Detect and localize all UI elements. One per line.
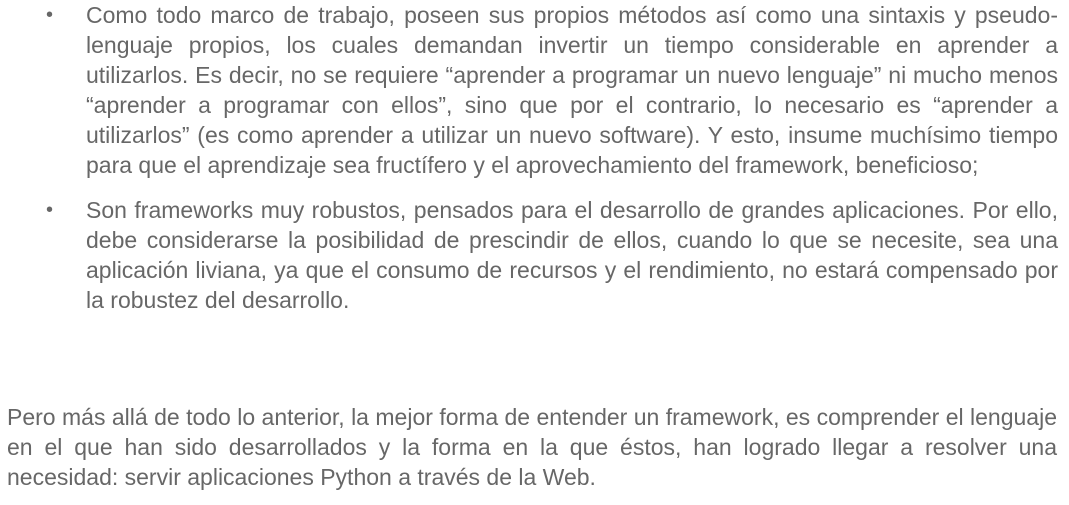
bullet-text: Como todo marco de trabajo, poseen sus propios métodos así como una sintaxis y pseudo-lenguaje propios, los cuales demandan invertir un tiempo considerable en aprender a utilizarlos. Es decir, no se requiere “aprender a programar un nuevo lenguaje” ni mucho menos “aprender a programar con ellos”, sino que por el contrario, lo necesario es “aprender a utilizarlos” (es como aprender a utilizar un nuevo software). Y esto, insume muchísimo tiempo para que el aprendizaje sea fructífero y el aprovechamiento del framework, beneficioso; — [86, 2, 1058, 178]
bullet-item-robustness — [0, 195, 1058, 315]
bullet-marker: • — [46, 4, 54, 26]
bullet-text: Son frameworks muy robustos, pensados para el desarrollo de grandes aplicaciones. Por ello, debe considerarse la posibilidad de prescindir de ellos, cuando lo que se necesite, sea una aplicación liviana, ya que el consumo de recursos y el rendimiento, no estará compensado por la robustez del desarrollo. — [86, 197, 1058, 313]
bullet-item-learning-curve — [0, 0, 1058, 180]
conclusion-paragraph: Pero más allá de todo lo anterior, la mejor forma de entender un framework, es comprender el lenguaje en el que han sido desarrollados y la forma en la que éstos, han logrado llegar a resolver una necesidad: servir aplicaciones Python a través de la Web. — [7, 404, 1057, 490]
bullet-marker: • — [46, 199, 54, 221]
